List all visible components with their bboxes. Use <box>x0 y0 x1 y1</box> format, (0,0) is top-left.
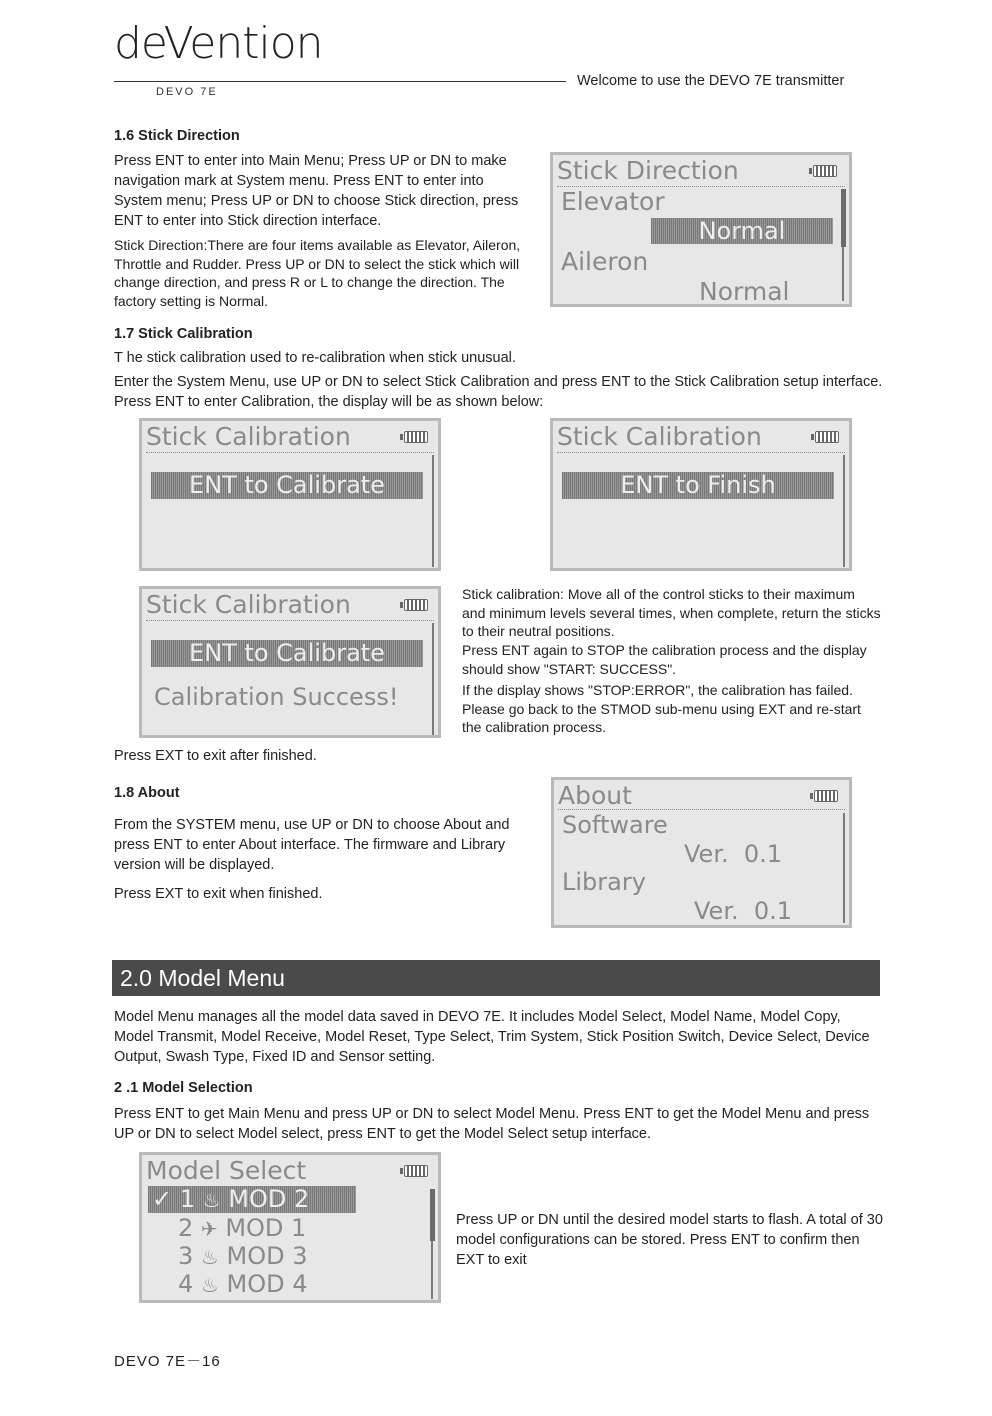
page-header-title: Welcome to use the DEVO 7E transmitter <box>577 73 845 89</box>
helicopter-icon: ♨ <box>200 1245 219 1269</box>
helicopter-icon: ♨ <box>202 1188 221 1212</box>
calibration-side-note1: Stick calibration: Move all of the control sticks to their maximum and minimum levels several times, when complete, return the sticks to their neutral positions. <box>462 586 881 639</box>
lcd-title: About <box>558 781 632 810</box>
model-row-num: 1 <box>179 1185 196 1213</box>
aileron-label: Aileron <box>561 247 649 276</box>
battery-icon <box>404 1165 428 1177</box>
battery-icon <box>813 165 837 177</box>
battery-icon <box>815 431 839 443</box>
model-selection-para1: Press ENT to get Main Menu and press UP or DN to select Model Menu. Press ENT to get the Model Menu and press UP or DN to select Model select, press ENT to get the Model Select setup interface. <box>114 1106 870 1142</box>
page-footer: DEVO 7E－16 <box>114 1353 221 1370</box>
lcd-model-select <box>139 1152 441 1303</box>
lcd-divider <box>558 809 845 810</box>
about-para1: From the SYSTEM menu, use UP or DN to choose About and press ENT to enter About interface. The firmware and Library version will be displayed. <box>114 817 510 873</box>
software-version: Ver. 0.1 <box>684 840 783 868</box>
scrollbar <box>843 813 845 923</box>
lcd-divider <box>146 452 434 453</box>
stick-direction-para1: Press ENT to enter into Main Menu; Press UP or DN to make navigation mark at System menu. Press ENT to enter into System menu; Press UP or DN to choose Stick direction, press ENT to enter into Stick direction interface. <box>114 153 519 229</box>
model-row-name: MOD 3 <box>226 1242 308 1270</box>
stick-calibration-para1: T he stick calibration used to re-calibration when stick unusual. <box>114 350 516 366</box>
stick-direction-para2: Stick Direction:There are four items available as Elevator, Aileron, Throttle and Rudder. Press UP or DN to select the stick which will change direction, and press R or L to change the direction. The factory setting is Normal. <box>114 237 521 309</box>
calibration-side-note3: If the display shows "STOP:ERROR", the calibration has failed. Please go back to the STMOD sub-menu using EXT and re-start the calibration process. <box>462 682 861 735</box>
section-heading-stick-direction: 1.6 Stick Direction <box>114 128 240 144</box>
brand-logo: deVention <box>114 18 323 69</box>
aileron-value: Normal <box>699 277 790 306</box>
logo-model: DEVO 7E <box>156 86 218 98</box>
calibration-side-note2: Press ENT again to STOP the calibration process and the display should show "START: SUCCESS". <box>462 642 867 677</box>
lcd-divider <box>146 620 434 621</box>
elevator-value: Normal <box>651 218 833 244</box>
lcd-title: Stick Calibration <box>557 422 762 451</box>
library-label: Library <box>562 868 646 896</box>
scrollbar <box>843 455 845 567</box>
lcd-calibrate-finish <box>550 418 852 571</box>
battery-icon <box>814 790 838 802</box>
model-row <box>178 1244 307 1268</box>
model-row-selected <box>148 1186 356 1213</box>
section-heading-stick-calibration: 1.7 Stick Calibration <box>114 326 253 342</box>
section-heading-about: 1.8 About <box>114 785 180 801</box>
model-menu-intro: Model Menu manages all the model data saved in DEVO 7E. It includes Model Select, Model Name, Model Copy, Model Transmit, Model Receive, Model Reset, Type Select, Trim System, Stick Position Switch, Device Select, Device Output, Swash Type, Fixed ID and Sensor setting. <box>114 1009 870 1065</box>
library-version: Ver. 0.1 <box>694 897 793 925</box>
calibration-status: Calibration Success! <box>154 683 399 711</box>
lcd-divider <box>557 452 845 453</box>
elevator-label: Elevator <box>561 187 665 216</box>
about-para2: Press EXT to exit when finished. <box>114 886 323 902</box>
checkmark-icon: ✓ <box>152 1185 173 1213</box>
helicopter-icon: ♨ <box>200 1273 219 1297</box>
model-row-num: 3 <box>178 1242 194 1270</box>
header-divider <box>114 81 566 82</box>
model-row-name: MOD 1 <box>225 1214 307 1242</box>
ent-to-calibrate-button: ENT to Calibrate <box>151 472 423 499</box>
lcd-title: Stick Direction <box>557 156 739 185</box>
model-row <box>178 1272 307 1296</box>
model-row-num: 2 <box>178 1214 194 1242</box>
scrollbar-thumb <box>841 189 846 247</box>
airplane-icon: ✈ <box>200 1217 218 1241</box>
lcd-title: Model Select <box>146 1156 307 1185</box>
lcd-title: Stick Calibration <box>146 422 351 451</box>
model-row-num: 4 <box>178 1270 194 1298</box>
model-row-name: MOD 4 <box>226 1270 308 1298</box>
lcd-stick-direction <box>550 152 852 307</box>
model-row-name: MOD 2 <box>228 1185 310 1213</box>
software-label: Software <box>562 811 668 839</box>
scrollbar-thumb <box>430 1189 435 1241</box>
scrollbar <box>432 455 434 567</box>
model-selection-side-note: Press UP or DN until the desired model starts to flash. A total of 30 model configurations can be stored. Press ENT to confirm then EXT to exit <box>456 1212 883 1268</box>
lcd-about <box>551 777 852 928</box>
lcd-title: Stick Calibration <box>146 590 351 619</box>
battery-icon <box>404 431 428 443</box>
battery-icon <box>404 599 428 611</box>
section-band-model-menu: 2.0 Model Menu <box>112 960 880 996</box>
scrollbar <box>432 623 434 735</box>
section-heading-model-selection: 2 .1 Model Selection <box>114 1080 253 1096</box>
calibration-exit-note: Press EXT to exit after finished. <box>114 748 317 764</box>
lcd-calibration-success <box>139 586 441 738</box>
ent-to-calibrate-button: ENT to Calibrate <box>151 640 423 667</box>
ent-to-finish-button: ENT to Finish <box>562 472 834 499</box>
lcd-calibrate-start <box>139 418 441 571</box>
stick-calibration-para2: Enter the System Menu, use UP or DN to select Stick Calibration and press ENT to the Stick Calibration setup interface. Press ENT to enter Calibration, the display will be as shown below: <box>114 374 883 410</box>
model-row <box>178 1216 306 1240</box>
